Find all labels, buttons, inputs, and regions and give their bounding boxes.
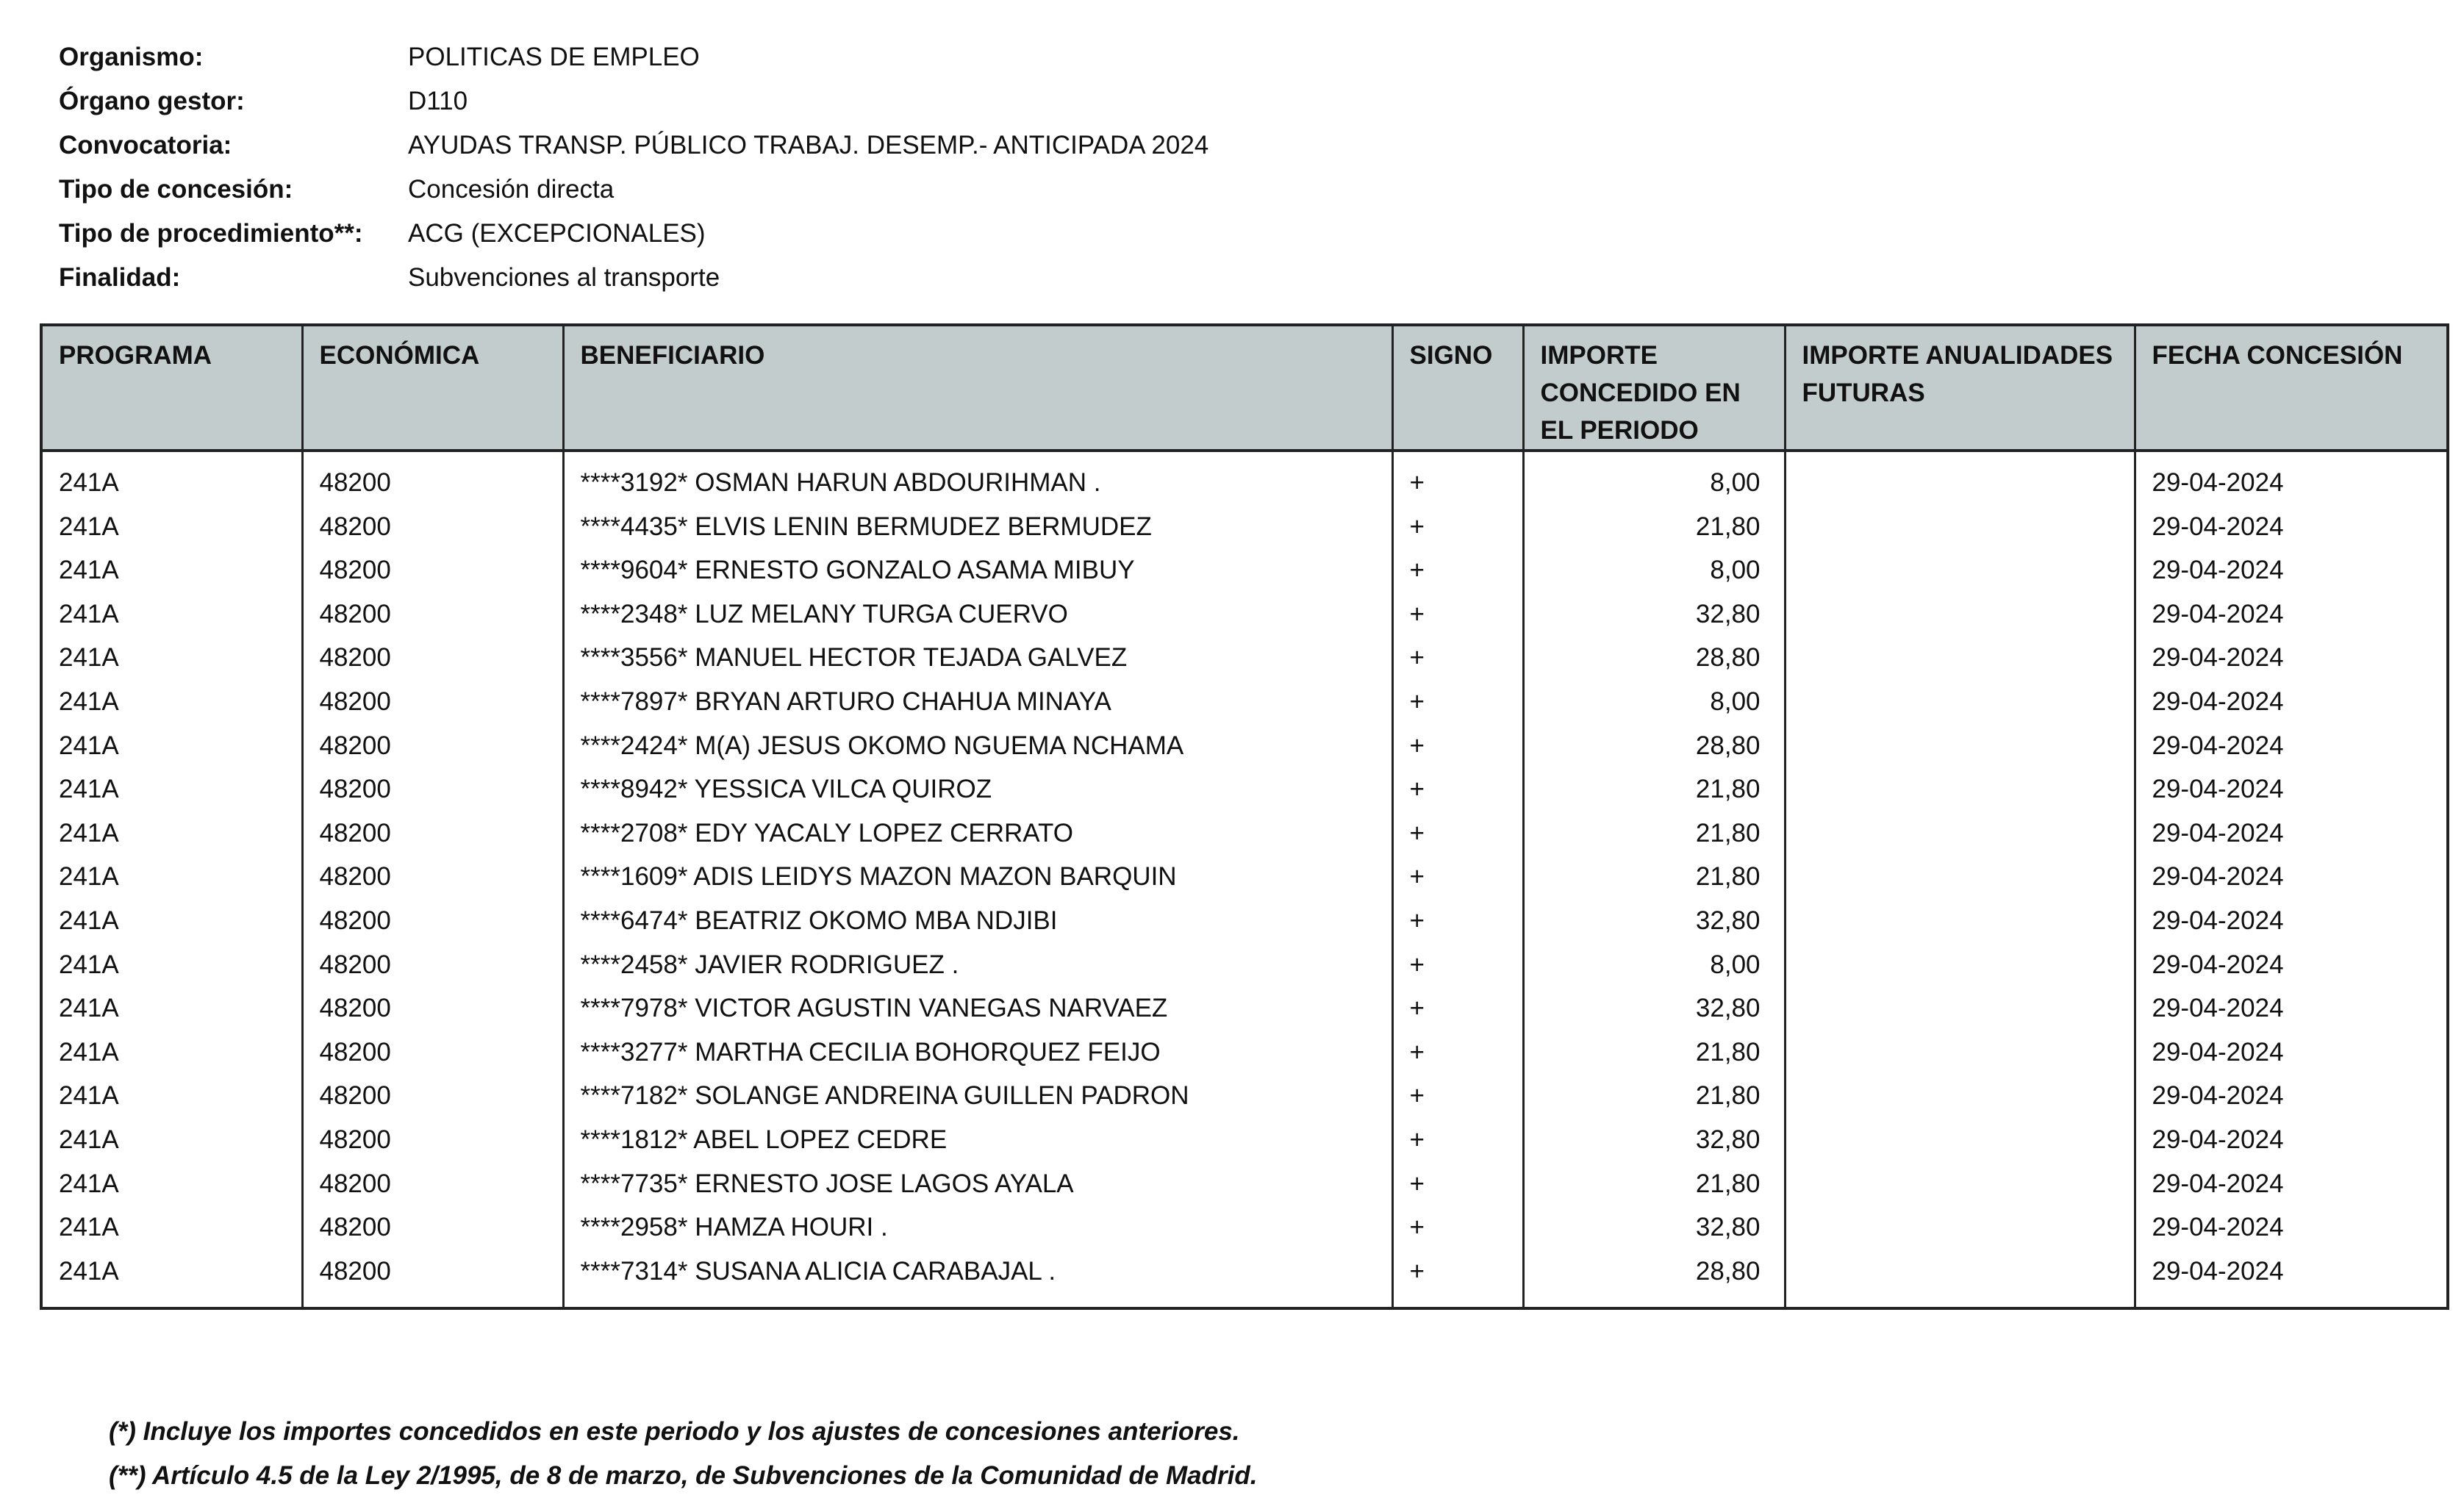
cell-economica: 48200 xyxy=(302,986,563,1031)
table-row xyxy=(41,724,2448,768)
cell-beneficiario: ****1609* ADIS LEIDYS MAZON MAZON BARQUIN xyxy=(563,855,1392,899)
cell-programa: 241A xyxy=(41,811,302,856)
cell-beneficiario: ****7978* VICTOR AGUSTIN VANEGAS NARVAEZ xyxy=(563,986,1392,1031)
table-row xyxy=(41,505,2448,549)
cell-signo: + xyxy=(1392,943,1523,987)
cell-importe-anualidades xyxy=(1785,855,2135,899)
table-row xyxy=(41,1162,2448,1206)
cell-programa: 241A xyxy=(41,1031,302,1075)
cell-signo: + xyxy=(1392,1162,1523,1206)
cell-importe-concedido: 21,80 xyxy=(1523,855,1785,899)
cell-programa: 241A xyxy=(41,1250,302,1294)
cell-beneficiario: ****3192* OSMAN HARUN ABDOURIHMAN . xyxy=(563,451,1392,505)
footnote-importes: (*) Incluye los importes concedidos en este periodo y los ajustes de concesiones anteriores. xyxy=(109,1417,1240,1446)
column-header-beneficiario: BENEFICIARIO xyxy=(563,325,1392,451)
cell-importe-anualidades xyxy=(1785,767,2135,811)
header-value: POLITICAS DE EMPLEO xyxy=(408,43,700,71)
cell-importe-concedido: 21,80 xyxy=(1523,767,1785,811)
cell-signo: + xyxy=(1392,855,1523,899)
cell-importe-anualidades xyxy=(1785,1250,2135,1294)
cell-beneficiario: ****7735* ERNESTO JOSE LAGOS AYALA xyxy=(563,1162,1392,1206)
cell-signo: + xyxy=(1392,505,1523,549)
cell-programa: 241A xyxy=(41,724,302,768)
cell-fecha-concesion: 29-04-2024 xyxy=(2135,767,2448,811)
footnote-ley: (**) Artículo 4.5 de la Ley 2/1995, de 8 de marzo, de Subvenciones de la Comunidad de Madrid. xyxy=(109,1461,1258,1490)
cell-signo: + xyxy=(1392,899,1523,943)
cell-signo: + xyxy=(1392,1074,1523,1118)
cell-fecha-concesion: 29-04-2024 xyxy=(2135,451,2448,505)
cell-fecha-concesion: 29-04-2024 xyxy=(2135,811,2448,856)
header-row-tipo-concesion xyxy=(59,168,1529,212)
cell-beneficiario: ****6474* BEATRIZ OKOMO MBA NDJIBI xyxy=(563,899,1392,943)
cell-programa: 241A xyxy=(41,899,302,943)
table-body xyxy=(41,451,2448,1308)
cell-beneficiario: ****3277* MARTHA CECILIA BOHORQUEZ FEIJO xyxy=(563,1031,1392,1075)
header-row-organismo xyxy=(59,35,1529,79)
cell-programa: 241A xyxy=(41,592,302,637)
cell-fecha-concesion: 29-04-2024 xyxy=(2135,1250,2448,1294)
table-row xyxy=(41,899,2448,943)
table-row xyxy=(41,1031,2448,1075)
cell-economica: 48200 xyxy=(302,1118,563,1162)
cell-programa: 241A xyxy=(41,943,302,987)
cell-beneficiario: ****3556* MANUEL HECTOR TEJADA GALVEZ xyxy=(563,636,1392,680)
cell-programa: 241A xyxy=(41,767,302,811)
cell-economica: 48200 xyxy=(302,1074,563,1118)
cell-economica: 48200 xyxy=(302,1031,563,1075)
cell-importe-concedido: 28,80 xyxy=(1523,724,1785,768)
cell-programa: 241A xyxy=(41,1074,302,1118)
header-row-finalidad xyxy=(59,256,1529,300)
table-row xyxy=(41,855,2448,899)
cell-signo: + xyxy=(1392,767,1523,811)
table-row xyxy=(41,451,2448,505)
empty-cell xyxy=(2135,1293,2448,1308)
cell-fecha-concesion: 29-04-2024 xyxy=(2135,592,2448,637)
column-header-signo: SIGNO xyxy=(1392,325,1523,451)
cell-importe-concedido: 32,80 xyxy=(1523,899,1785,943)
column-header-importe-concedido: IMPORTE CONCEDIDO EN EL PERIODO xyxy=(1523,325,1785,451)
cell-programa: 241A xyxy=(41,636,302,680)
cell-importe-concedido: 32,80 xyxy=(1523,1118,1785,1162)
cell-importe-anualidades xyxy=(1785,811,2135,856)
cell-signo: + xyxy=(1392,1205,1523,1250)
header-value: Subvenciones al transporte xyxy=(408,263,720,292)
cell-signo: + xyxy=(1392,592,1523,637)
cell-importe-anualidades xyxy=(1785,1031,2135,1075)
cell-importe-anualidades xyxy=(1785,1162,2135,1206)
header-label: Convocatoria: xyxy=(59,131,232,160)
cell-importe-anualidades xyxy=(1785,943,2135,987)
cell-fecha-concesion: 29-04-2024 xyxy=(2135,548,2448,592)
cell-economica: 48200 xyxy=(302,899,563,943)
cell-beneficiario: ****7897* BRYAN ARTURO CHAHUA MINAYA xyxy=(563,680,1392,724)
cell-economica: 48200 xyxy=(302,548,563,592)
cell-economica: 48200 xyxy=(302,855,563,899)
cell-beneficiario: ****2708* EDY YACALY LOPEZ CERRATO xyxy=(563,811,1392,856)
header-value: AYUDAS TRANSP. PÚBLICO TRABAJ. DESEMP.- ANTICIPADA 2024 xyxy=(408,131,1209,160)
cell-importe-anualidades xyxy=(1785,724,2135,768)
column-header-economica: ECONÓMICA xyxy=(302,325,563,451)
cell-beneficiario: ****1812* ABEL LOPEZ CEDRE xyxy=(563,1118,1392,1162)
header-row-organo-gestor xyxy=(59,79,1529,123)
empty-cell xyxy=(1523,1293,1785,1308)
cell-signo: + xyxy=(1392,548,1523,592)
cell-importe-concedido: 21,80 xyxy=(1523,1074,1785,1118)
header-value: ACG (EXCEPCIONALES) xyxy=(408,219,706,248)
cell-signo: + xyxy=(1392,986,1523,1031)
cell-importe-anualidades xyxy=(1785,1074,2135,1118)
header-row-convocatoria xyxy=(59,123,1529,168)
header-value: Concesión directa xyxy=(408,175,615,204)
cell-importe-anualidades xyxy=(1785,636,2135,680)
header-label: Finalidad: xyxy=(59,263,181,292)
footnotes xyxy=(109,1410,1257,1498)
empty-cell xyxy=(1785,1293,2135,1308)
header-label: Tipo de procedimiento**: xyxy=(59,219,363,248)
cell-economica: 48200 xyxy=(302,943,563,987)
cell-fecha-concesion: 29-04-2024 xyxy=(2135,680,2448,724)
header-value: D110 xyxy=(408,87,468,115)
cell-signo: + xyxy=(1392,1031,1523,1075)
table-row xyxy=(41,1250,2448,1294)
table-header xyxy=(41,325,2448,451)
cell-fecha-concesion: 29-04-2024 xyxy=(2135,986,2448,1031)
empty-cell xyxy=(1392,1293,1523,1308)
cell-beneficiario: ****2958* HAMZA HOURI . xyxy=(563,1205,1392,1250)
cell-beneficiario: ****7182* SOLANGE ANDREINA GUILLEN PADRON xyxy=(563,1074,1392,1118)
column-header-fecha-concesion: FECHA CONCESIÓN xyxy=(2135,325,2448,451)
cell-fecha-concesion: 29-04-2024 xyxy=(2135,636,2448,680)
table-row xyxy=(41,636,2448,680)
cell-programa: 241A xyxy=(41,1162,302,1206)
cell-programa: 241A xyxy=(41,548,302,592)
header-label: Organismo: xyxy=(59,43,204,71)
cell-economica: 48200 xyxy=(302,636,563,680)
cell-importe-concedido: 32,80 xyxy=(1523,592,1785,637)
cell-importe-anualidades xyxy=(1785,592,2135,637)
table-filler-row xyxy=(41,1293,2448,1308)
cell-programa: 241A xyxy=(41,855,302,899)
cell-importe-anualidades xyxy=(1785,548,2135,592)
cell-importe-concedido: 8,00 xyxy=(1523,548,1785,592)
table-header-row xyxy=(41,325,2448,451)
cell-importe-concedido: 21,80 xyxy=(1523,1162,1785,1206)
cell-importe-anualidades xyxy=(1785,1118,2135,1162)
cell-programa: 241A xyxy=(41,986,302,1031)
table-row xyxy=(41,592,2448,637)
empty-cell xyxy=(41,1293,302,1308)
cell-signo: + xyxy=(1392,724,1523,768)
table-row xyxy=(41,680,2448,724)
cell-programa: 241A xyxy=(41,680,302,724)
cell-importe-concedido: 32,80 xyxy=(1523,1205,1785,1250)
cell-fecha-concesion: 29-04-2024 xyxy=(2135,505,2448,549)
header-label: Tipo de concesión: xyxy=(59,175,293,204)
cell-importe-anualidades xyxy=(1785,986,2135,1031)
empty-cell xyxy=(563,1293,1392,1308)
cell-importe-concedido: 28,80 xyxy=(1523,636,1785,680)
cell-beneficiario: ****2348* LUZ MELANY TURGA CUERVO xyxy=(563,592,1392,637)
header-label: Órgano gestor: xyxy=(59,87,245,115)
cell-importe-anualidades xyxy=(1785,680,2135,724)
cell-importe-concedido: 21,80 xyxy=(1523,505,1785,549)
cell-signo: + xyxy=(1392,811,1523,856)
cell-beneficiario: ****2458* JAVIER RODRIGUEZ . xyxy=(563,943,1392,987)
cell-economica: 48200 xyxy=(302,811,563,856)
cell-programa: 241A xyxy=(41,505,302,549)
cell-economica: 48200 xyxy=(302,767,563,811)
table-row xyxy=(41,1205,2448,1250)
table-row xyxy=(41,943,2448,987)
cell-fecha-concesion: 29-04-2024 xyxy=(2135,1074,2448,1118)
cell-importe-concedido: 8,00 xyxy=(1523,943,1785,987)
table-row xyxy=(41,986,2448,1031)
cell-fecha-concesion: 29-04-2024 xyxy=(2135,855,2448,899)
empty-cell xyxy=(302,1293,563,1308)
cell-fecha-concesion: 29-04-2024 xyxy=(2135,899,2448,943)
cell-signo: + xyxy=(1392,1250,1523,1294)
cell-fecha-concesion: 29-04-2024 xyxy=(2135,1205,2448,1250)
cell-importe-concedido: 8,00 xyxy=(1523,680,1785,724)
cell-fecha-concesion: 29-04-2024 xyxy=(2135,1118,2448,1162)
column-header-programa: PROGRAMA xyxy=(41,325,302,451)
cell-importe-concedido: 8,00 xyxy=(1523,451,1785,505)
column-header-importe-anualidades: IMPORTE ANUALIDADES FUTURAS xyxy=(1785,325,2135,451)
cell-economica: 48200 xyxy=(302,680,563,724)
table-row xyxy=(41,811,2448,856)
cell-beneficiario: ****4435* ELVIS LENIN BERMUDEZ BERMUDEZ xyxy=(563,505,1392,549)
cell-programa: 241A xyxy=(41,1118,302,1162)
cell-beneficiario: ****9604* ERNESTO GONZALO ASAMA MIBUY xyxy=(563,548,1392,592)
table-row xyxy=(41,1074,2448,1118)
cell-economica: 48200 xyxy=(302,505,563,549)
cell-importe-concedido: 32,80 xyxy=(1523,986,1785,1031)
cell-economica: 48200 xyxy=(302,724,563,768)
cell-beneficiario: ****7314* SUSANA ALICIA CARABAJAL . xyxy=(563,1250,1392,1294)
cell-programa: 241A xyxy=(41,451,302,505)
cell-signo: + xyxy=(1392,451,1523,505)
table-row xyxy=(41,767,2448,811)
header-row-tipo-procedimiento xyxy=(59,212,1529,256)
cell-economica: 48200 xyxy=(302,451,563,505)
cell-importe-anualidades xyxy=(1785,505,2135,549)
cell-importe-anualidades xyxy=(1785,451,2135,505)
cell-importe-concedido: 28,80 xyxy=(1523,1250,1785,1294)
header-info xyxy=(59,35,1529,300)
cell-economica: 48200 xyxy=(302,1162,563,1206)
cell-fecha-concesion: 29-04-2024 xyxy=(2135,1162,2448,1206)
cell-beneficiario: ****2424* M(A) JESUS OKOMO NGUEMA NCHAMA xyxy=(563,724,1392,768)
cell-importe-anualidades xyxy=(1785,899,2135,943)
table-row xyxy=(41,1118,2448,1162)
cell-signo: + xyxy=(1392,636,1523,680)
cell-fecha-concesion: 29-04-2024 xyxy=(2135,943,2448,987)
cell-fecha-concesion: 29-04-2024 xyxy=(2135,724,2448,768)
cell-importe-anualidades xyxy=(1785,1205,2135,1250)
cell-signo: + xyxy=(1392,680,1523,724)
cell-economica: 48200 xyxy=(302,1250,563,1294)
cell-beneficiario: ****8942* YESSICA VILCA QUIROZ xyxy=(563,767,1392,811)
table-row xyxy=(41,548,2448,592)
grants-table xyxy=(40,323,2449,1310)
cell-fecha-concesion: 29-04-2024 xyxy=(2135,1031,2448,1075)
cell-economica: 48200 xyxy=(302,592,563,637)
cell-signo: + xyxy=(1392,1118,1523,1162)
cell-programa: 241A xyxy=(41,1205,302,1250)
cell-economica: 48200 xyxy=(302,1205,563,1250)
cell-importe-concedido: 21,80 xyxy=(1523,1031,1785,1075)
cell-importe-concedido: 21,80 xyxy=(1523,811,1785,856)
